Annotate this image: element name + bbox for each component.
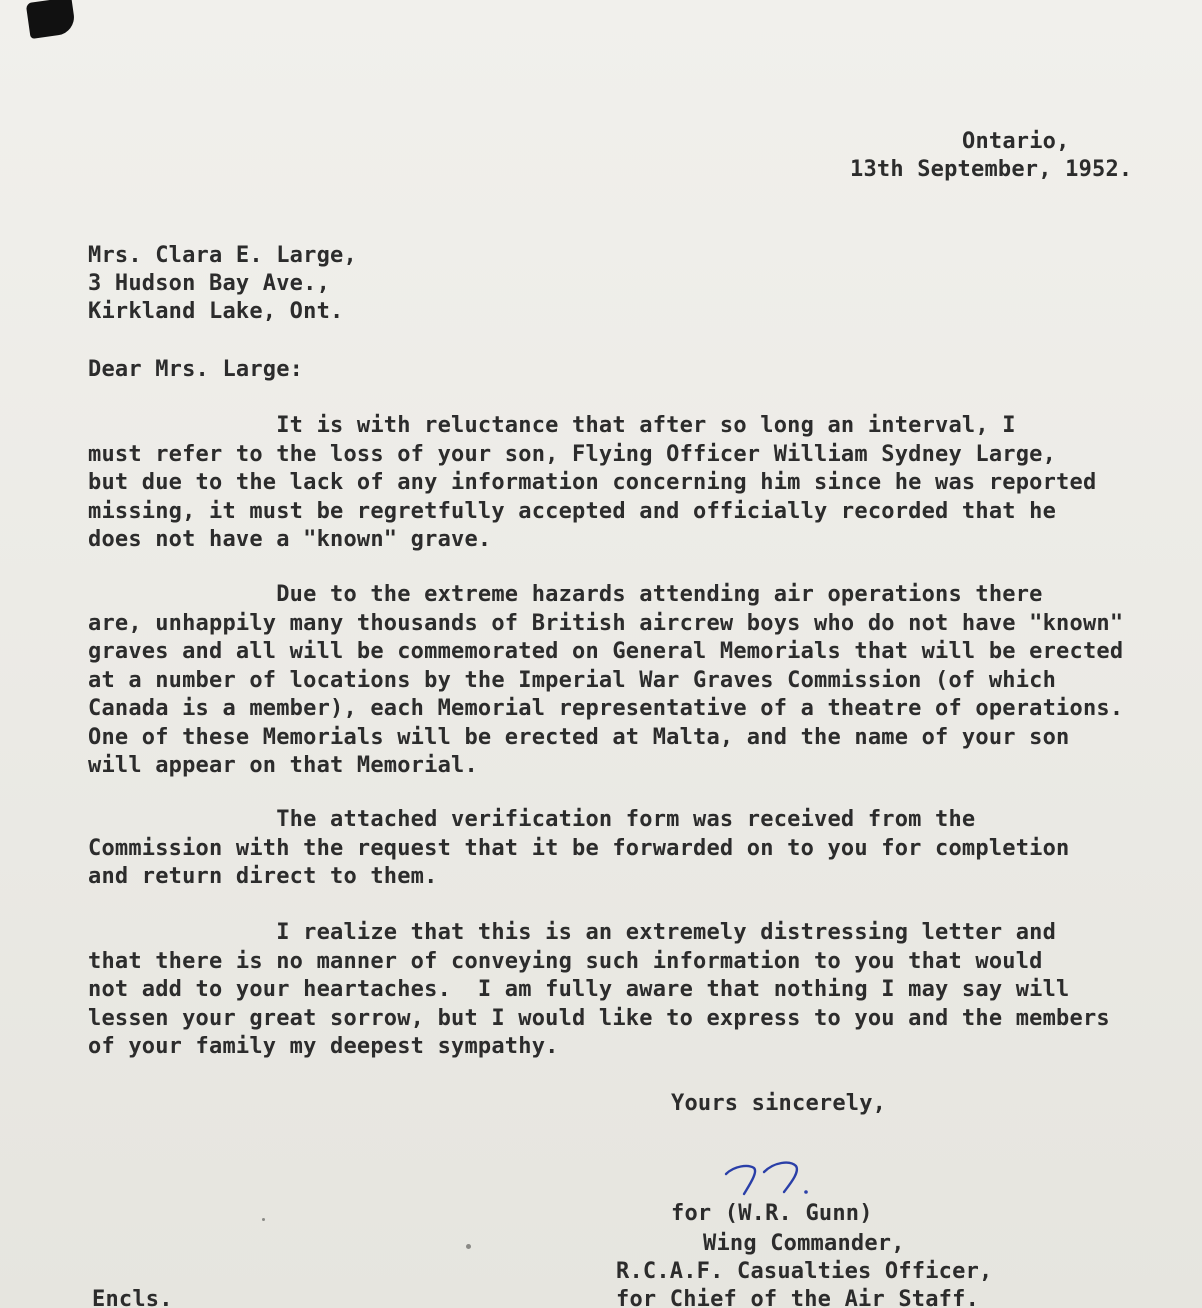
salutation: Dear Mrs. Large: [88,357,304,382]
recipient-city: Kirkland Lake, Ont. [88,299,344,324]
letter-place: Ontario, [962,129,1070,154]
paragraph-4 [88,919,1178,1062]
closing: Yours sincerely, [671,1091,887,1116]
paragraph-2 [88,581,1178,781]
paragraph-line: I realize that this is an extremely distressing letter and [88,920,1057,945]
paragraph-line: missing, it must be regretfully accepted and officially recorded that he [88,498,1057,524]
paragraph-line: of your family my deepest sympathy. [88,1034,559,1059]
paragraph-line: not add to your heartaches. I am fully aware that nothing I may say will [88,977,1070,1002]
paragraph-line: must refer to the loss of your son, Flying Officer William Sydney Large, [88,441,1057,467]
paragraph-line: lessen your great sorrow, but I would like to express to you and the members [88,1005,1110,1031]
handwritten-signature [720,1152,830,1200]
paragraph-line: will appear on that Memorial. [88,753,478,778]
paper-speck [262,1218,265,1221]
paragraph-line: It is with reluctance that after so long an interval, I [88,413,1016,438]
paragraph-line: and return direct to them. [88,864,438,889]
paragraph-line: Due to the extreme hazards attending air operations there [88,582,1043,607]
signature-for-line: for (W.R. Gunn) [671,1201,873,1226]
paragraph-line: Commission with the request that it be forwarded on to you for completion [88,835,1070,861]
paragraph-line: does not have a "known" grave. [88,527,492,552]
paragraph-1 [88,412,1178,555]
signature-on-behalf: for Chief of the Air Staff. [616,1287,980,1308]
paragraph-line: The attached verification form was received from the [88,807,976,832]
signature-title: R.C.A.F. Casualties Officer, [616,1259,993,1284]
enclosure-note: Encls. [92,1287,173,1308]
paragraph-line: graves and all will be commemorated on General Memorials that will be erected [88,639,1124,664]
paragraph-line: Canada is a member), each Memorial representative of a theatre of operations. [88,696,1124,721]
ink-blot-mark [26,0,77,39]
recipient-name: Mrs. Clara E. Large, [88,243,357,268]
paragraph-line: that there is no manner of conveying such information to you that would [88,948,1043,974]
signature-rank: Wing Commander, [703,1231,905,1256]
paragraph-line: are, unhappily many thousands of British aircrew boys who do not have "known" [88,610,1124,636]
paragraph-line: One of these Memorials will be erected at Malta, and the name of your son [88,724,1070,750]
letter-date: 13th September, 1952. [850,157,1133,182]
paragraph-line: at a number of locations by the Imperial War Graves Commission (of which [88,667,1057,693]
paragraph-3 [88,806,1178,892]
paper-speck [466,1244,471,1249]
recipient-street: 3 Hudson Bay Ave., [88,271,331,296]
paragraph-line: but due to the lack of any information concerning him since he was reported [88,470,1097,495]
